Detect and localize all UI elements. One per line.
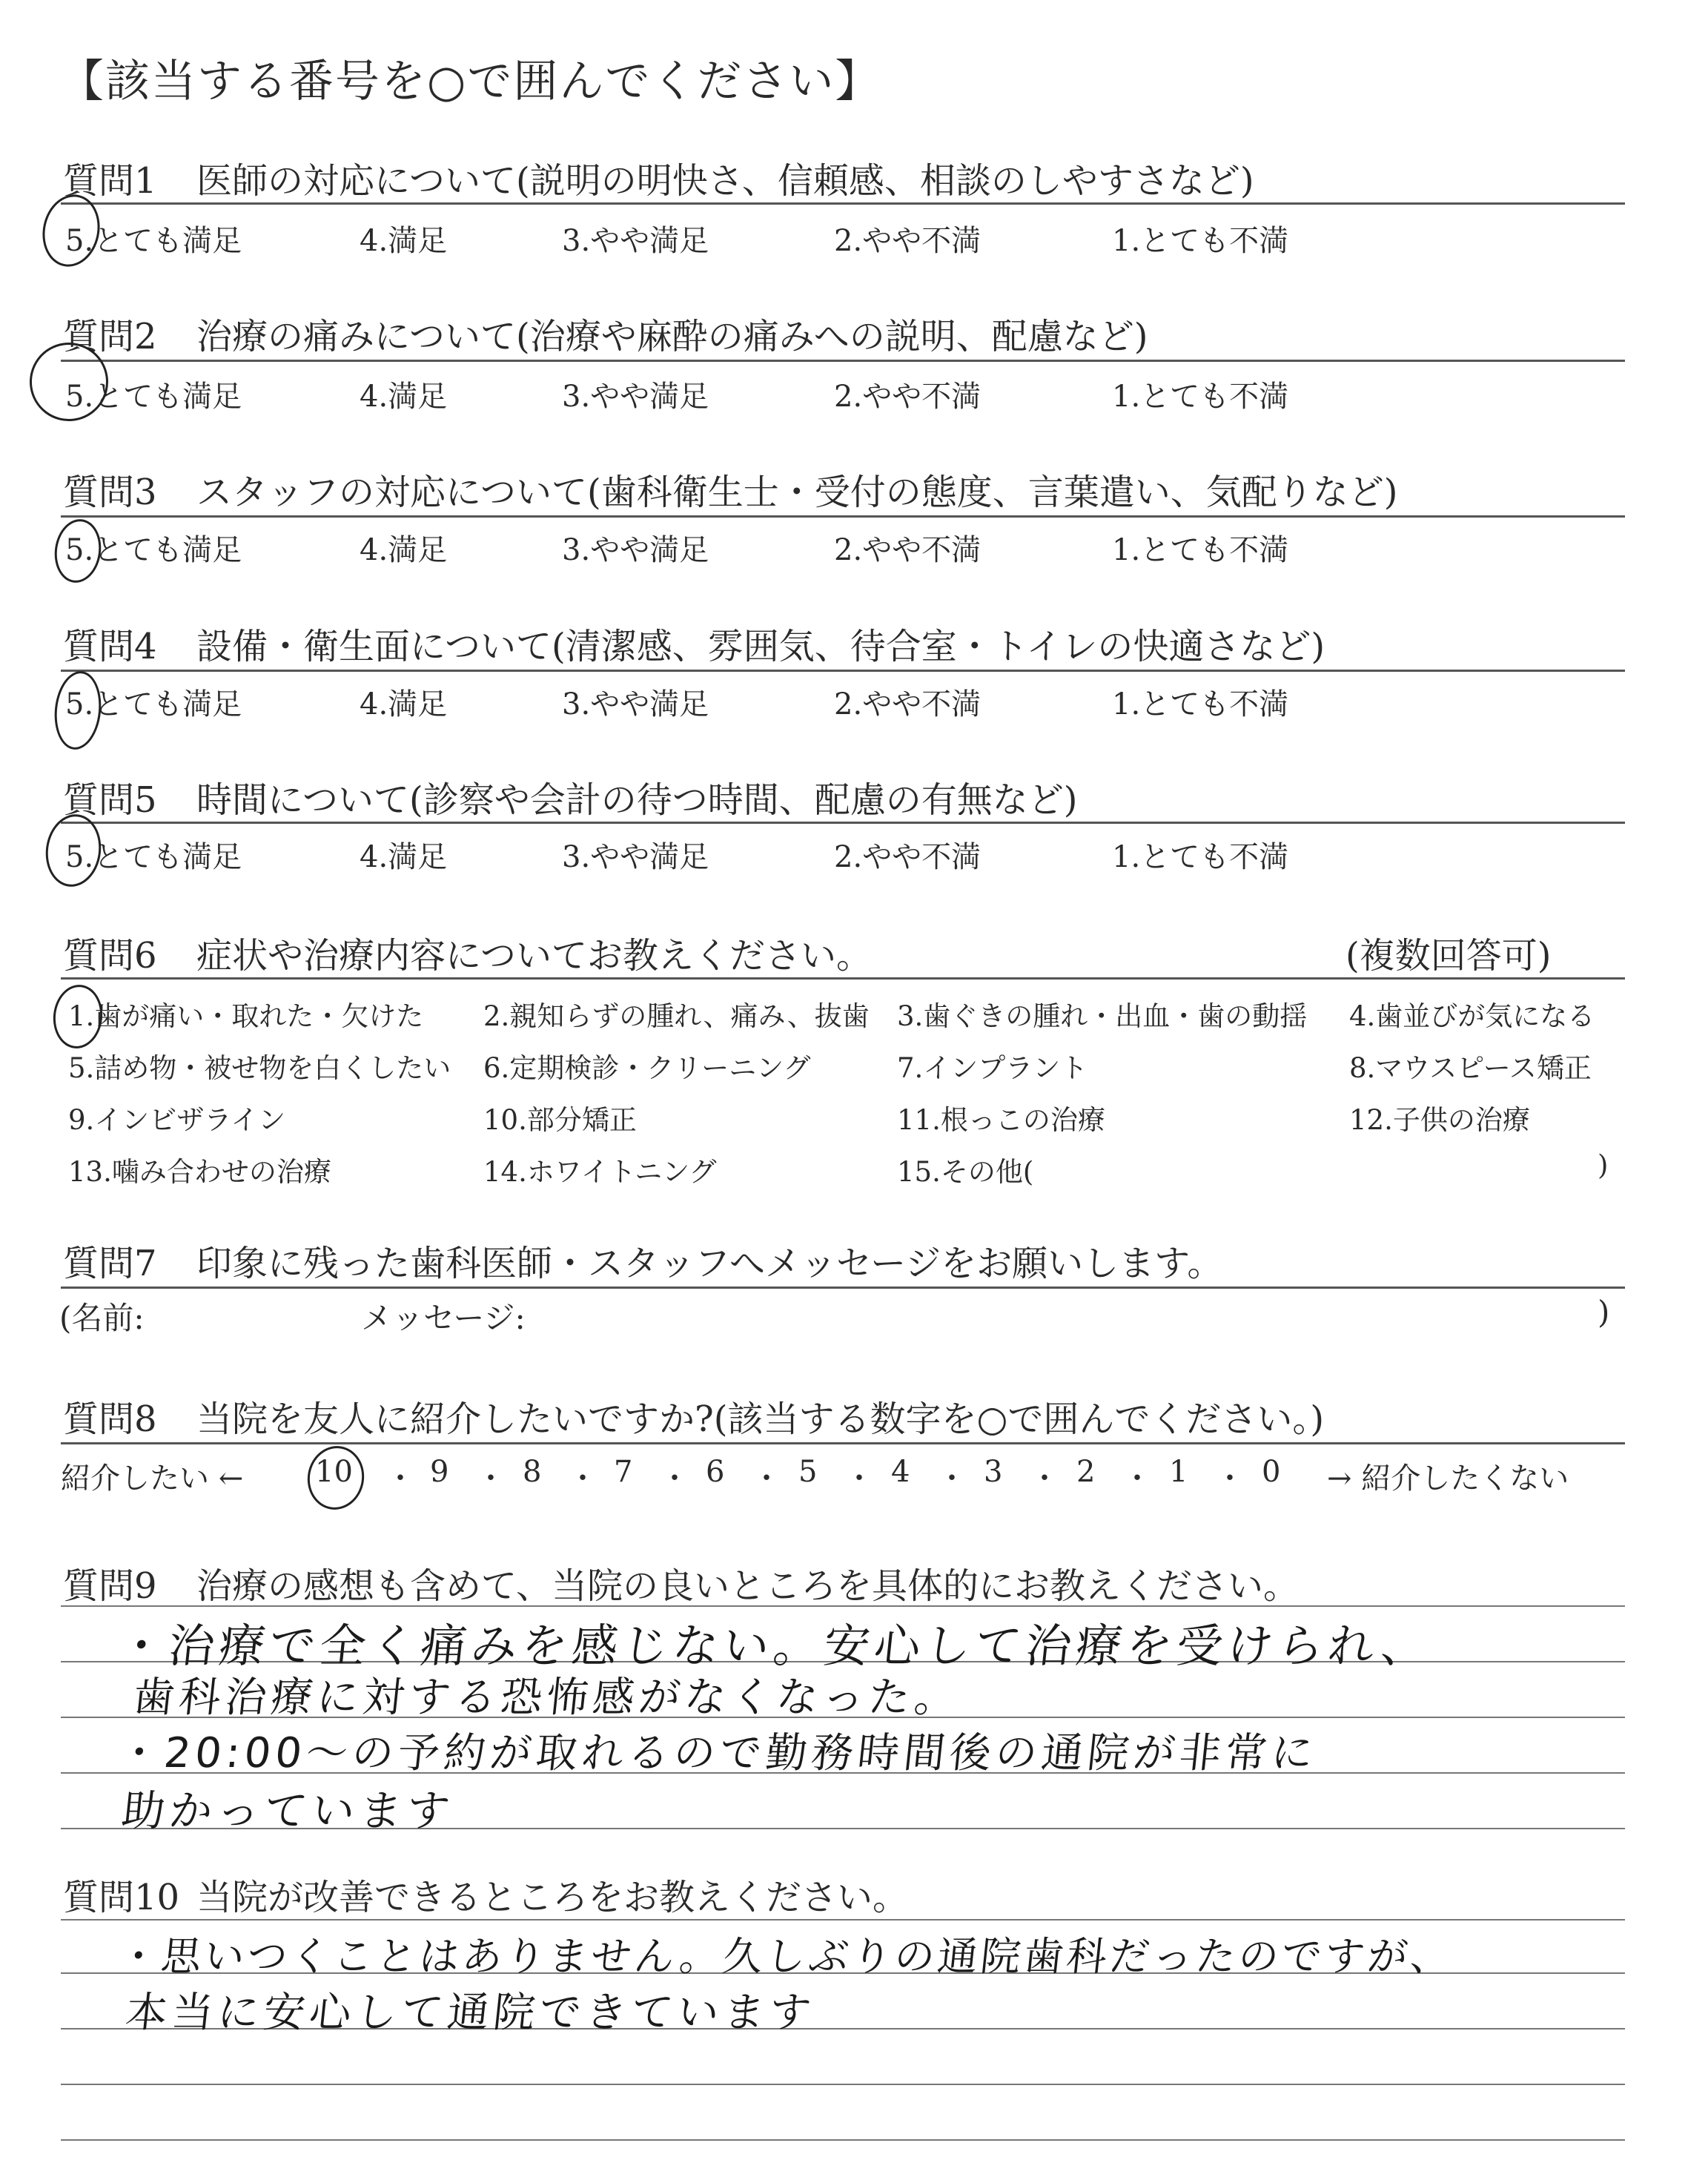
q7-message-label: メッセージ: <box>361 1300 526 1336</box>
q2-option-2[interactable]: 2.やや不満 <box>834 380 982 414</box>
question-8-number: 質問8 <box>63 1398 157 1440</box>
q3-option-3[interactable]: 3.やや満足 <box>562 533 709 567</box>
question-4-number: 質問4 <box>63 626 157 667</box>
question-10-text: 当院が改善できるところをお教えください。 <box>196 1877 909 1918</box>
q8-scale-dot: ・ <box>844 1462 874 1496</box>
q8-scale-dot: ・ <box>1030 1462 1059 1496</box>
q10-answer-line-2: 本当に安心して通院できています <box>123 1989 818 2037</box>
q4-option-4[interactable]: 4.満足 <box>360 687 448 721</box>
q8-scale-dot: ・ <box>660 1462 689 1496</box>
q7-close: ) <box>1598 1294 1610 1330</box>
q3-option-4[interactable]: 4.満足 <box>360 533 448 567</box>
q6-option-14[interactable]: 14.ホワイトニング <box>483 1156 717 1188</box>
q8-scale-1[interactable]: 1 <box>1169 1455 1188 1489</box>
q10-line-4 <box>61 2084 1625 2085</box>
q1-option-4[interactable]: 4.満足 <box>360 224 448 258</box>
q9-answer-line-1: ・治療で全く痛みを感じない。安心して治療を受けられ、 <box>115 1619 1435 1673</box>
q3-option-2[interactable]: 2.やや不満 <box>834 533 982 567</box>
q3-option-5[interactable]: 5.とても満足 <box>65 533 242 567</box>
q6-option-11[interactable]: 11.根っこの治療 <box>897 1104 1105 1136</box>
q6-option-3[interactable]: 3.歯ぐきの腫れ・出血・歯の動揺 <box>897 1000 1308 1032</box>
q6-option-8[interactable]: 8.マウスピース矯正 <box>1349 1052 1592 1084</box>
question-6-note: (複数回答可) <box>1345 935 1552 977</box>
q2-option-1[interactable]: 1.とても不満 <box>1112 380 1289 414</box>
question-7 <box>63 1235 1222 1286</box>
question-6-text: 症状や治療内容についてお教えください。 <box>196 935 873 977</box>
question-10-number: 質問10 <box>63 1877 180 1918</box>
question-4-text: 設備・衛生面について(清潔感、雰囲気、待合室・トイレの快適さなど) <box>196 626 1325 667</box>
question-5-text: 時間について(診察や会計の待つ時間、配慮の有無など) <box>196 779 1078 821</box>
q9-line-1 <box>61 1605 1625 1607</box>
question-1-text: 医師の対応について(説明の明快さ、信頼感、相談のしやすさなど) <box>196 160 1254 202</box>
question-3-text: スタッフの対応について(歯科衛生士・受付の態度、言葉遣い、気配りなど) <box>196 472 1398 513</box>
q8-answer-circle <box>302 1441 369 1514</box>
question-9-number: 質問9 <box>63 1565 157 1607</box>
q5-option-2[interactable]: 2.やや不満 <box>834 840 982 874</box>
question-1 <box>63 152 1254 203</box>
q8-scale-dot: ・ <box>476 1462 506 1496</box>
q6-option-6[interactable]: 6.定期検診・クリーニング <box>483 1052 811 1084</box>
q9-answer-line-3: ・20:00〜の予約が取れるので勤務時間後の通院が非常に <box>116 1729 1320 1777</box>
q1-option-2[interactable]: 2.やや不満 <box>834 224 982 258</box>
question-9 <box>63 1557 1299 1608</box>
q8-scale-2[interactable]: 2 <box>1076 1455 1096 1489</box>
question-8-rule <box>61 1442 1625 1444</box>
q1-option-3[interactable]: 3.やや満足 <box>562 224 709 258</box>
q8-scale-3[interactable]: 3 <box>984 1455 1003 1489</box>
q8-scale-0[interactable]: 0 <box>1262 1455 1281 1489</box>
question-7-text: 印象に残った歯科医師・スタッフへメッセージをお願いします。 <box>196 1243 1223 1284</box>
q6-option-15[interactable]: 15.その他( <box>897 1156 1034 1188</box>
q10-line-1 <box>61 1919 1625 1920</box>
question-10 <box>63 1869 908 1920</box>
q8-scale-dot: ・ <box>385 1462 415 1496</box>
q8-scale-9[interactable]: 9 <box>430 1455 449 1489</box>
q8-scale-7[interactable]: 7 <box>614 1455 633 1489</box>
q6-option-9[interactable]: 9.インビザライン <box>68 1104 286 1136</box>
question-6 <box>63 927 872 978</box>
question-1-rule <box>61 202 1625 205</box>
q8-scale-4[interactable]: 4 <box>891 1455 910 1489</box>
q5-option-1[interactable]: 1.とても不満 <box>1112 840 1289 874</box>
q6-option-1[interactable]: 1.歯が痛い・取れた・欠けた <box>68 1000 424 1032</box>
q2-option-3[interactable]: 3.やや満足 <box>562 380 709 414</box>
q9-answer-line-2: 歯科治療に対する恐怖感がなくなった。 <box>130 1674 963 1722</box>
question-2-number: 質問2 <box>63 316 157 357</box>
q4-option-3[interactable]: 3.やや満足 <box>562 687 709 721</box>
q6-option-2[interactable]: 2.親知らずの腫れ、痛み、抜歯 <box>483 1000 870 1032</box>
question-2 <box>63 308 1148 359</box>
question-4-rule <box>61 670 1625 672</box>
q4-option-2[interactable]: 2.やや不満 <box>834 687 982 721</box>
question-7-rule <box>61 1287 1625 1289</box>
q8-scale-dot: ・ <box>568 1462 598 1496</box>
question-4 <box>63 618 1325 669</box>
q2-option-4[interactable]: 4.満足 <box>360 380 448 414</box>
q6-option-10[interactable]: 10.部分矯正 <box>483 1104 637 1136</box>
survey-title: 【該当する番号を○で囲んでください】 <box>59 56 881 108</box>
q5-option-3[interactable]: 3.やや満足 <box>562 840 709 874</box>
question-3-number: 質問3 <box>63 472 157 513</box>
question-9-text: 治療の感想も含めて、当院の良いところを具体的にお教えください。 <box>196 1565 1300 1607</box>
q6-option-13[interactable]: 13.噛み合わせの治療 <box>68 1156 331 1188</box>
q8-scale-8[interactable]: 8 <box>523 1455 542 1489</box>
q7-name-label: (名前: <box>59 1300 145 1336</box>
q8-scale-dot: ・ <box>1215 1462 1245 1496</box>
question-5-rule <box>61 822 1625 824</box>
q4-option-1[interactable]: 1.とても不満 <box>1112 687 1289 721</box>
q8-scale-10[interactable]: 10 <box>315 1455 353 1489</box>
q10-line-5 <box>61 2139 1625 2141</box>
q1-option-5[interactable]: 5.とても満足 <box>65 224 242 258</box>
q6-option-4[interactable]: 4.歯並びが気になる <box>1349 1000 1595 1032</box>
q8-scale-dot: ・ <box>937 1462 967 1496</box>
q10-answer-line-1: ・思いつくことはありません。久しぶりの通院歯科だったのですが、 <box>116 1933 1457 1980</box>
question-5-number: 質問5 <box>63 779 157 821</box>
q6-answer-circle <box>50 982 106 1051</box>
question-8-text: 当院を友人に紹介したいですか?(該当する数字を○で囲んでください。) <box>196 1398 1325 1440</box>
question-5 <box>63 771 1078 822</box>
q1-option-1[interactable]: 1.とても不満 <box>1112 224 1289 258</box>
q2-option-5[interactable]: 5.とても満足 <box>65 380 242 414</box>
question-6-number: 質問6 <box>63 935 157 977</box>
question-7-number: 質問7 <box>63 1243 157 1284</box>
q8-scale-5[interactable]: 5 <box>798 1455 818 1489</box>
q5-option-4[interactable]: 4.満足 <box>360 840 448 874</box>
q6-option-5[interactable]: 5.詰め物・被せ物を白くしたい <box>68 1052 451 1084</box>
question-3-rule <box>61 515 1625 518</box>
question-2-text: 治療の痛みについて(治療や麻酔の痛みへの説明、配慮など) <box>196 316 1148 357</box>
question-1-number: 質問1 <box>63 160 157 202</box>
question-8 <box>63 1390 1324 1441</box>
q8-scale-dot: ・ <box>1122 1462 1152 1496</box>
question-3 <box>63 463 1398 515</box>
q4-option-5[interactable]: 5.とても満足 <box>65 687 242 721</box>
q5-option-5[interactable]: 5.とても満足 <box>65 840 242 874</box>
q6-option-7[interactable]: 7.インプラント <box>897 1052 1088 1084</box>
question-2-rule <box>61 360 1625 362</box>
q9-answer-line-4: 助かっています <box>119 1786 457 1836</box>
q8-right-label: → 紹介したくない <box>1327 1462 1569 1496</box>
q8-scale-dot: ・ <box>752 1462 781 1496</box>
q8-left-label: 紹介したい ← <box>61 1462 244 1496</box>
q8-scale-6[interactable]: 6 <box>706 1455 725 1489</box>
q6-option-15-close: ) <box>1598 1149 1609 1181</box>
q6-option-12[interactable]: 12.子供の治療 <box>1349 1104 1530 1136</box>
question-6-rule <box>61 977 1625 980</box>
q3-option-1[interactable]: 1.とても不満 <box>1112 533 1289 567</box>
